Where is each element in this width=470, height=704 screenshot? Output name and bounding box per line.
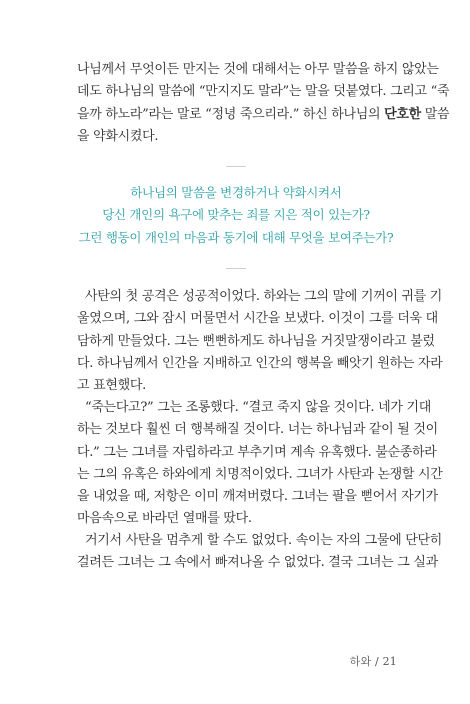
text-line: 담하게 만들었다. 그는 뻔뻔하게도 하나님을 거짓말쟁이라고 불렀	[77, 333, 435, 349]
text-line: 을 내었을 때, 저항은 이미 깨져버렸다. 그녀는 팔을 뻗어서 자기가	[77, 489, 438, 505]
text-line: 다. 하나님께서 인간을 지배하고 인간의 행복을 빼앗기 원하는 자라	[77, 355, 443, 371]
text-line: 고 표현했다.	[77, 378, 146, 394]
text-line: 걸려든 그녀는 그 속에서 빠져나올 수 없었다. 결국 그녀는 그 실과	[77, 555, 438, 571]
text-line: “죽는다고?” 그는 조롱했다. “결코 죽지 않을 것이다. 네가 기대	[85, 400, 431, 415]
text-line: 사탄의 첫 공격은 성공적이었다. 하와는 그의 말에 기꺼이 귀를 기	[85, 289, 443, 304]
text-line: 울였으며, 그와 잠시 머물면서 시간을 보냈다. 이것이 그를 더욱 대	[77, 311, 438, 327]
top-divider	[226, 166, 246, 167]
question-line: 당신 개인의 욕구에 맞추는 죄를 지은 적이 있는가?	[102, 207, 370, 223]
text-line: 데도 하나님의 말씀에 “만지지도 말라”는 말을 덧붙였다. 그리고 “죽	[77, 84, 450, 100]
paragraph-3	[77, 397, 443, 531]
text-line: 거기서 사탄을 멈추게 할 수도 없었다. 속이는 자의 그물에 단단히	[85, 533, 443, 548]
text-line: 다.” 그는 그녀를 자립하라고 부추기며 계속 유혹했다. 불순종하라	[77, 444, 437, 460]
paragraph-2	[77, 286, 443, 397]
text-line: 는 그의 유혹은 하와에게 치명적이었다. 그녀가 사탄과 논쟁할 시간	[77, 466, 443, 482]
question-line: 하나님의 말씀을 변경하거나 약화시켜서	[130, 185, 342, 200]
text-line	[77, 104, 450, 126]
text-span: 말씀	[420, 106, 450, 122]
reflection-questions	[77, 182, 395, 249]
paragraph-1	[77, 59, 450, 148]
emphasis-word: 단호한	[384, 106, 421, 122]
paragraph-4	[77, 530, 443, 575]
text-line: 을 약화시켰다.	[77, 128, 159, 144]
text-line: 나님께서 무엇이든 만지는 것에 대해서는 아무 말씀을 하지 않았는	[77, 62, 439, 77]
text-line: 하는 것보다 훨씬 더 행복해질 것이다. 너는 하나님과 같이 될 것이	[77, 422, 438, 438]
text-line: 마음속으로 바라던 열매를 땄다.	[77, 511, 252, 527]
bottom-divider	[226, 268, 246, 269]
question-line: 그런 행동이 개인의 마음과 동기에 대해 무엇을 보여주는가?	[78, 229, 394, 245]
page-number-footer: 하와 / 21	[349, 655, 397, 668]
text-span: 을까 하노라”라는 말로 “정녕 죽으리라.” 하신 하나님의	[77, 106, 385, 122]
